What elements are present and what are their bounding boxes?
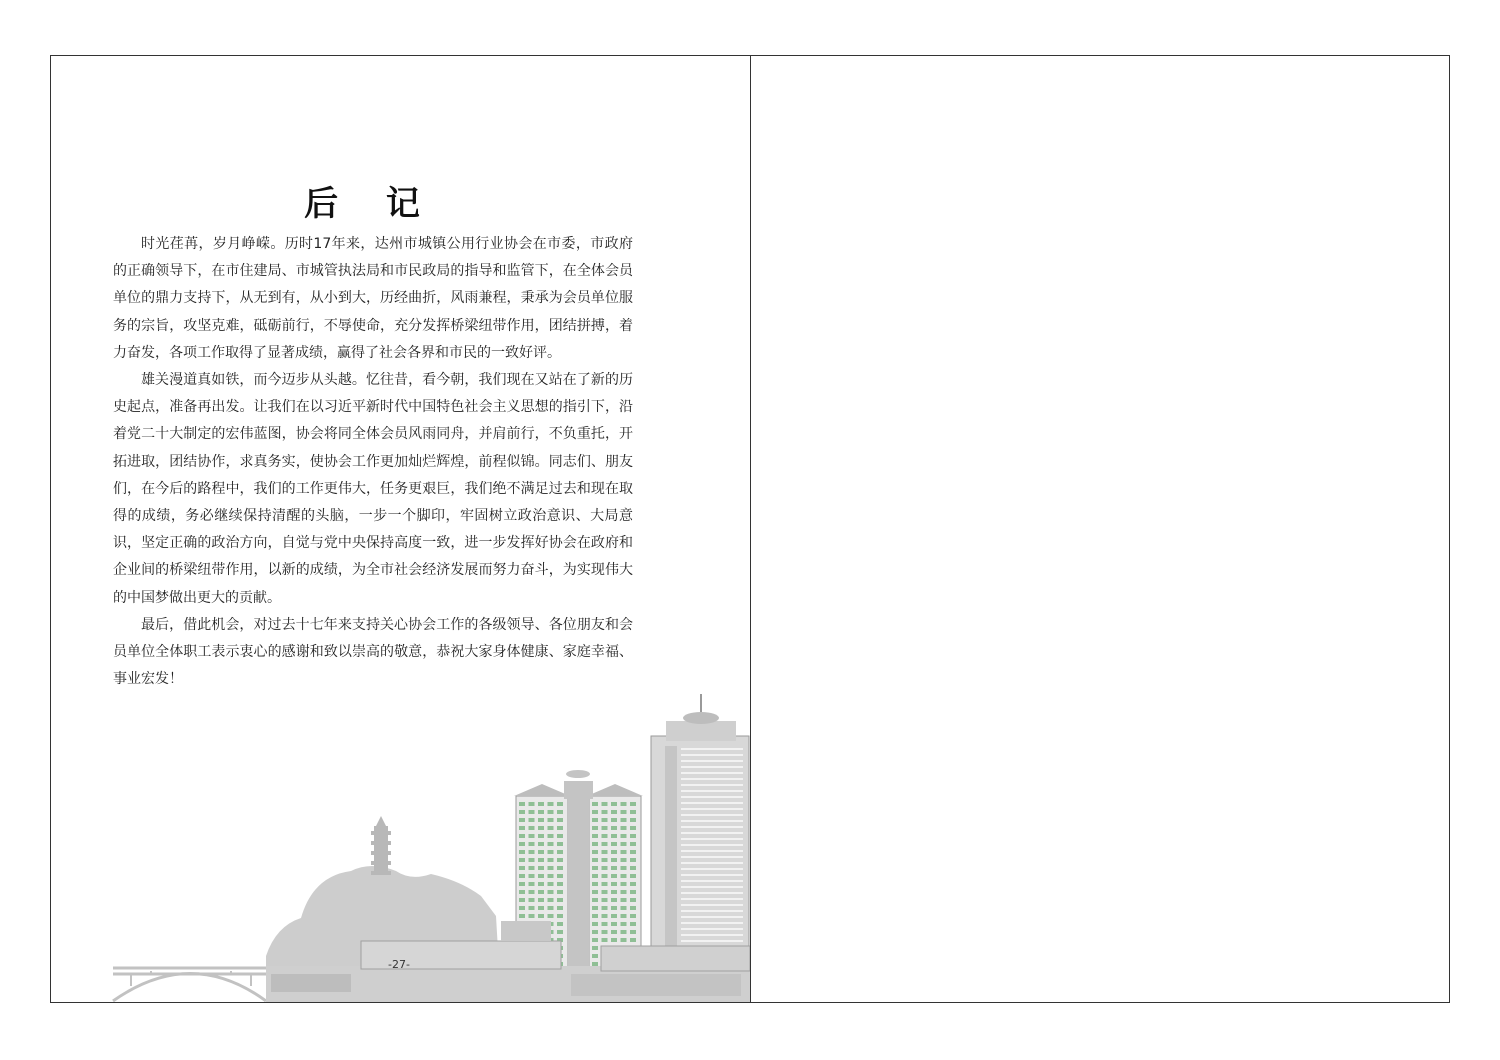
pagoda-illustration [371,816,391,875]
right-page-blank [751,56,1449,1002]
book-spread [50,55,1450,1003]
afterword-body [113,231,633,693]
paragraph-1: 时光荏苒，岁月峥嵘。历时17年来，达州市城镇公用行业协会在市委，市政府的正确领导下，在市住建局、市城管执法局和市民政局的指导和监管下，在全体会员单位的鼎力支持下，从无到有，从小到大，历经曲折，风雨兼程，秉承为会员单位服务的宗旨，攻坚克难，砥砺前行，不辱使命，充分发挥桥梁纽带作用，团结拼搏，着力奋发，各项工作取得了显著成绩，赢得了社会各界和市民的一致好评。 [113,236,633,361]
left-page [51,56,751,1002]
city-skyline-illustration [51,656,750,1002]
paragraph-3: 最后，借此机会，对过去十七年来支持关心协会工作的各级领导、各位朋友和会员单位全体职工表示衷心的感谢和致以崇高的敬意，恭祝大家身体健康、家庭幸福、事业宏发！ [113,616,633,688]
paragraph-2: 雄关漫道真如铁，而今迈步从头越。忆往昔，看今朝，我们现在又站在了新的历史起点，准备再出发。让我们在以习近平新时代中国特色社会主义思想的指引下，沿着党二十大制定的宏伟蓝图，协会将同全体会员风雨同舟，并肩前行，不负重托，开拓进取，团结协作，求真务实，使协会工作更加灿烂辉煌，前程似锦。同志们、朋友们，在今后的路程中，我们的工作更伟大，任务更艰巨，我们绝不满足过去和现在取得的成绩，务必继续保持清醒的头脑，一步一个脚印，牢固树立政治意识、大局意识，坚定正确的政治方向，自觉与党中央保持高度一致，进一步发挥好协会在政府和企业间的桥梁纽带作用，以新的成绩，为全市社会经济发展而努力奋斗，为实现伟大的中国梦做出更大的贡献。 [113,372,633,606]
page-title: 后 记 [304,184,438,224]
page-number: -27- [388,958,410,971]
center-tower-illustration [564,770,593,986]
bridge-illustration [113,968,266,1001]
